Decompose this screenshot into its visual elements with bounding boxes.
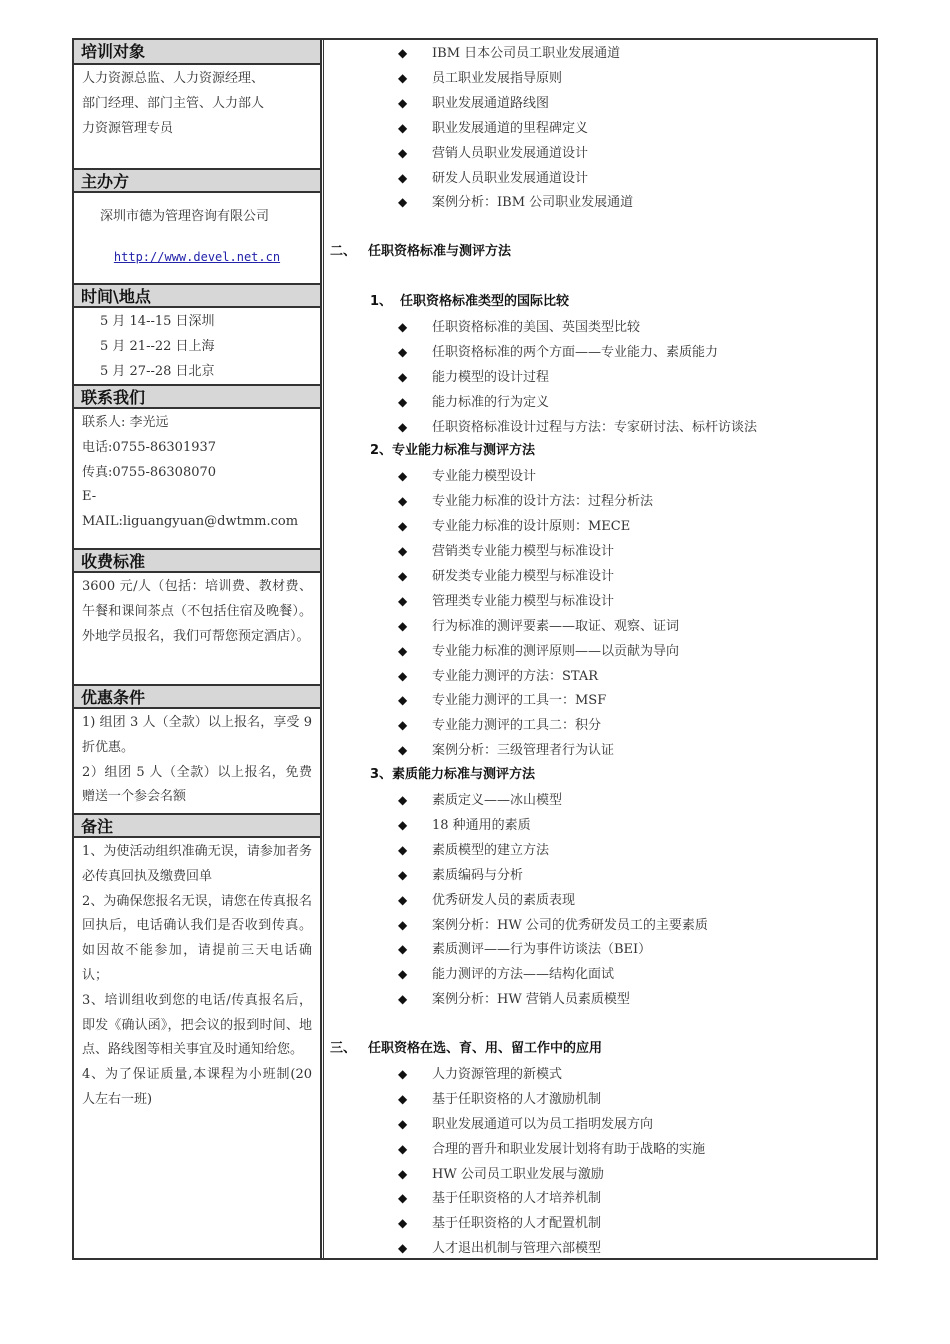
- diamond-bullet-icon: ◆: [398, 718, 408, 733]
- outline-bullet-item: [398, 91, 549, 115]
- outline-item-text: 行为标准的测评要素——取证、观察、证词: [432, 618, 680, 634]
- note-item: 4、为了保证质量,本课程为小班制(20 人左右一班): [82, 1067, 312, 1107]
- outline-bullet-item: [398, 514, 630, 538]
- outline-bullet-item: [398, 365, 549, 389]
- contact-person: 联系人: 李光远: [82, 415, 169, 430]
- outline-item-text: 研发人员职业发展通道设计: [432, 170, 589, 186]
- audience-line: 人力资源总监、人力资源经理、: [82, 71, 265, 86]
- diamond-bullet-icon: ◆: [398, 568, 408, 583]
- diamond-bullet-icon: ◆: [398, 668, 408, 683]
- diamond-bullet-icon: ◆: [398, 95, 408, 110]
- outline-bullet-item: [398, 838, 549, 862]
- outline-item-text: 研发类专业能力模型与标准设计: [432, 568, 615, 584]
- outline-subsection-heading: 2、专业能力标准与测评方法: [370, 443, 536, 459]
- heading-training-audience: 培训对象: [74, 40, 320, 65]
- outline-item-text: 任职资格标准设计过程与方法：专家研讨法、标杆访谈法: [432, 419, 758, 435]
- outline-subsection-heading: 3、素质能力标准与测评方法: [370, 767, 536, 783]
- outline-bullet-item: [398, 66, 562, 90]
- diamond-bullet-icon: ◆: [398, 967, 408, 982]
- outline-item-text: 案例分析：三级管理者行为认证: [432, 743, 615, 759]
- notes-body: [74, 838, 320, 1113]
- diamond-bullet-icon: ◆: [398, 419, 408, 434]
- outline-bullet-item: [398, 415, 757, 439]
- outline-item-text: 职业发展通道路线图: [432, 95, 550, 111]
- section-number: 三、: [330, 1041, 357, 1056]
- diamond-bullet-icon: ◆: [398, 892, 408, 907]
- outline-bullet-item: [398, 340, 718, 364]
- schedule-line: 5 月 21--22 日上海: [100, 338, 215, 354]
- diamond-bullet-icon: ◆: [398, 195, 408, 210]
- outline-bullet-item: [398, 639, 679, 663]
- outline-item-text: 营销类专业能力模型与标准设计: [432, 544, 615, 559]
- subsection-title: 任职资格标准类型的国际比较: [400, 294, 570, 309]
- organizer-website-link[interactable]: http://www.devel.net.cn: [113, 250, 281, 264]
- outline-bullet-item: [398, 813, 531, 837]
- contact-body: [74, 409, 320, 548]
- note-item: 3、培训组收到您的电话/传真报名后，即发《确认函》，把会议的报到时间、地点、路线图等相关事宜及时通知给您。: [82, 992, 312, 1058]
- diamond-bullet-icon: ◆: [398, 1191, 408, 1206]
- diamond-bullet-icon: ◆: [398, 593, 408, 608]
- heading-notes: 备注: [74, 813, 320, 838]
- column-divider: [320, 38, 324, 1260]
- diamond-bullet-icon: ◆: [398, 1116, 408, 1131]
- outline-bullet-item: [398, 913, 708, 937]
- diamond-bullet-icon: ◆: [398, 319, 408, 334]
- outline-item-text: 能力模型的设计过程: [432, 369, 550, 385]
- diamond-bullet-icon: ◆: [398, 1141, 408, 1156]
- outline-bullet-item: [398, 937, 651, 961]
- outline-bullet-item: [398, 738, 614, 762]
- diamond-bullet-icon: ◆: [398, 643, 408, 658]
- diamond-bullet-icon: ◆: [398, 1241, 408, 1256]
- outline-bullet-item: [398, 166, 588, 190]
- outline-item-text: HW 公司员工职业发展与激励: [432, 1166, 604, 1182]
- outline-bullet-item: [398, 888, 575, 912]
- outline-item-text: 职业发展通道可以为员工指明发展方向: [432, 1116, 654, 1132]
- left-column: [74, 40, 320, 1113]
- outline-item-text: 能力测评的方法——结构化面试: [432, 967, 615, 983]
- outline-bullet-item: [398, 788, 562, 812]
- outline-bullet-item: [398, 987, 630, 1011]
- heading-fees: 收费标准: [74, 548, 320, 573]
- outline-item-text: 基于任职资格的人才激励机制: [432, 1091, 602, 1107]
- outline-bullet-item: [398, 1137, 705, 1161]
- diamond-bullet-icon: ◆: [398, 867, 408, 882]
- outline-bullet-item: [398, 1087, 601, 1111]
- outline-bullet-item: [398, 390, 549, 414]
- outline-bullet-item: [398, 190, 633, 214]
- outline-item-text: 任职资格标准的两个方面——专业能力、素质能力: [432, 344, 719, 360]
- outline-bullet-item: [398, 539, 614, 563]
- outline-item-text: 基于任职资格的人才培养机制: [432, 1191, 602, 1207]
- outline-bullet-item: [398, 141, 588, 165]
- diamond-bullet-icon: ◆: [398, 817, 408, 832]
- outline-item-text: 职业发展通道的里程碑定义: [432, 120, 589, 136]
- heading-discounts: 优惠条件: [74, 684, 320, 709]
- note-item: 2、为确保您报名无误，请您在传真报名回执后，电话确认我们是否收到传真。如因故不能参加，请提前三天电话确认；: [82, 893, 312, 983]
- contact-email[interactable]: E-MAIL:liguangyuan@dwtmm.com: [82, 489, 299, 530]
- section-number: 二、: [330, 244, 357, 260]
- outline-item-text: 素质定义——冰山模型: [432, 793, 563, 808]
- diamond-bullet-icon: ◆: [398, 917, 408, 932]
- section-title: 任职资格在选、育、用、留工作中的应用: [368, 1041, 603, 1056]
- outline-bullet-item: [398, 713, 601, 737]
- outline-item-text: 案例分析：HW 营销人员素质模型: [432, 992, 630, 1008]
- outline-item-text: 专业能力测评的工具二：积分: [432, 718, 602, 734]
- outline-item-text: 案例分析：HW 公司的优秀研发员工的主要素质: [432, 917, 708, 933]
- outline-item-text: 专业能力模型设计: [432, 469, 537, 485]
- diamond-bullet-icon: ◆: [398, 70, 408, 85]
- diamond-bullet-icon: ◆: [398, 544, 408, 558]
- diamond-bullet-icon: ◆: [398, 942, 408, 957]
- contact-phone: 电话:0755-86301937: [82, 439, 217, 455]
- heading-time-place: 时间\地点: [74, 283, 320, 308]
- fees-text: 3600 元/人（包括：培训费、教材费、午餐和课间茶点（不包括住宿及晚餐）。外地学员报名，我们可帮您预定酒店）。: [82, 579, 312, 644]
- discount-item: 1) 组团 3 人（全款）以上报名，享受 9 折优惠。: [82, 715, 312, 755]
- time-place-body: [74, 308, 320, 384]
- outline-item-text: 素质编码与分析: [432, 867, 524, 883]
- outline-item-text: 专业能力测评的工具一：MSF: [432, 693, 607, 709]
- outline-item-text: 专业能力标准的设计方法：过程分析法: [432, 494, 654, 510]
- diamond-bullet-icon: ◆: [398, 618, 408, 633]
- outline-item-text: 专业能力标准的测评原则——以贡献为导向: [432, 643, 680, 659]
- diamond-bullet-icon: ◆: [398, 793, 408, 807]
- diamond-bullet-icon: ◆: [398, 170, 408, 185]
- discount-item: 2）组团 5 人（全款）以上报名，免费赠送一个参会名额: [82, 764, 312, 805]
- diamond-bullet-icon: ◆: [398, 145, 408, 160]
- outline-bullet-item: [398, 1186, 601, 1210]
- outline-bullet-item: [398, 116, 588, 140]
- outline-item-text: 基于任职资格的人才配置机制: [432, 1216, 602, 1232]
- outline-bullet-item: [398, 489, 653, 513]
- diamond-bullet-icon: ◆: [398, 519, 408, 534]
- outline-section-heading: [330, 1037, 602, 1061]
- outline-bullet-item: [398, 41, 620, 65]
- diamond-bullet-icon: ◆: [398, 369, 408, 384]
- outline-item-text: 18 种通用的素质: [432, 817, 531, 833]
- diamond-bullet-icon: ◆: [398, 344, 408, 359]
- diamond-bullet-icon: ◆: [398, 1066, 408, 1081]
- schedule-line: 5 月 14--15 日深圳: [100, 314, 215, 329]
- outline-item-text: 优秀研发人员的素质表现: [432, 892, 576, 908]
- outline-bullet-item: [398, 863, 523, 887]
- outline-item-text: 合理的晋升和职业发展计划将有助于战略的实施: [432, 1141, 706, 1157]
- diamond-bullet-icon: ◆: [398, 842, 408, 857]
- diamond-bullet-icon: ◆: [398, 120, 408, 135]
- outline-item-text: 营销人员职业发展通道设计: [432, 145, 589, 161]
- organizer-company: 深圳市德为管理咨询有限公司: [100, 209, 270, 224]
- outline-bullet-item: [398, 1062, 562, 1086]
- diamond-bullet-icon: ◆: [398, 1216, 408, 1231]
- diamond-bullet-icon: ◆: [398, 743, 408, 758]
- outline-bullet-item: [398, 1211, 601, 1235]
- fees-body: [74, 573, 320, 684]
- heading-organizer: 主办方: [74, 168, 320, 193]
- diamond-bullet-icon: ◆: [398, 693, 408, 708]
- section-title: 任职资格标准与测评方法: [368, 244, 512, 260]
- outline-item-text: 人力资源管理的新模式: [432, 1066, 563, 1082]
- audience-line: 部门经理、部门主管、人力部人: [82, 95, 265, 111]
- outline-item-text: 管理类专业能力模型与标准设计: [432, 593, 615, 609]
- schedule-line: 5 月 27--28 日北京: [100, 363, 215, 379]
- outline-bullet-item: [398, 1112, 653, 1136]
- outline-item-text: 专业能力测评的方法：STAR: [432, 668, 599, 684]
- diamond-bullet-icon: ◆: [398, 469, 408, 484]
- training-audience-body: [74, 65, 320, 168]
- outline-item-text: 任职资格标准的美国、英国类型比较: [432, 319, 641, 335]
- outline-item-text: 素质测评——行为事件访谈法（BEI）: [432, 942, 652, 958]
- outline-bullet-item: [398, 464, 536, 488]
- discounts-body: [74, 709, 320, 813]
- outline-item-text: 案例分析：IBM 公司职业发展通道: [432, 195, 634, 211]
- outline-bullet-item: [398, 614, 679, 638]
- diamond-bullet-icon: ◆: [398, 992, 408, 1007]
- diamond-bullet-icon: ◆: [398, 1091, 408, 1106]
- outline-bullet-item: [398, 589, 614, 613]
- outline-bullet-item: [398, 564, 614, 588]
- outline-section-heading: [330, 240, 511, 264]
- diamond-bullet-icon: ◆: [398, 494, 408, 509]
- contact-fax: 传真:0755-86308070: [82, 464, 217, 480]
- outline-bullet-item: [398, 1236, 601, 1260]
- outline-bullet-item: [398, 1162, 604, 1186]
- organizer-body: [74, 193, 320, 283]
- outline-item-text: 员工职业发展指导原则: [432, 70, 563, 86]
- outline-item-text: 能力标准的行为定义: [432, 394, 550, 410]
- outline-bullet-item: [398, 688, 606, 712]
- diamond-bullet-icon: ◆: [398, 394, 408, 409]
- heading-contact: 联系我们: [74, 384, 320, 409]
- outline-item-text: 素质模型的建立方法: [432, 842, 550, 858]
- audience-line: 力资源管理专员: [82, 120, 174, 136]
- diamond-bullet-icon: ◆: [398, 46, 408, 60]
- outline-subsection-heading: [370, 290, 569, 314]
- outline-item-text: 专业能力标准的设计原则：MECE: [432, 519, 631, 535]
- note-item: 1、为使活动组织准确无误，请参加者务必传真回执及缴费回单: [82, 844, 312, 884]
- outline-bullet-item: [398, 315, 640, 339]
- outline-bullet-item: [398, 962, 614, 986]
- subsection-number: 1、: [370, 294, 393, 309]
- outline-item-text: 人才退出机制与管理六部模型: [432, 1241, 602, 1257]
- diamond-bullet-icon: ◆: [398, 1166, 408, 1181]
- outline-bullet-item: [398, 664, 598, 688]
- outline-item-text: IBM 日本公司员工职业发展通道: [432, 46, 621, 61]
